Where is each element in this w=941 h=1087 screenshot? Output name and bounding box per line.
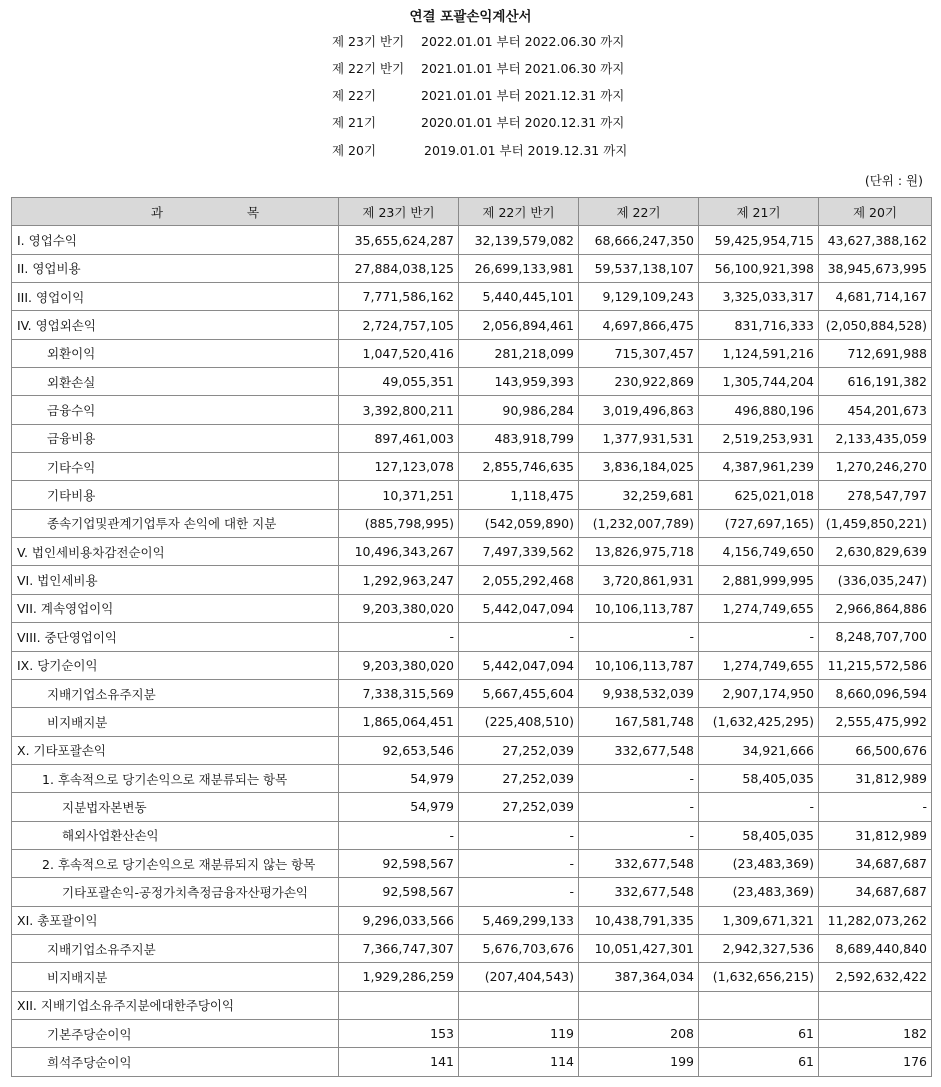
table-row (12, 991, 932, 1019)
row-value: 1,292,963,247 (339, 566, 459, 594)
statement-title: 연결 포괄손익계산서 (409, 9, 532, 25)
row-value: 2,630,829,639 (819, 538, 932, 566)
row-label: IX. 당기순이익 (12, 651, 339, 679)
row-value: 1,305,744,204 (699, 368, 819, 396)
row-value: 38,945,673,995 (819, 254, 932, 282)
row-value: 9,203,380,020 (339, 651, 459, 679)
row-value: 13,826,975,718 (579, 538, 699, 566)
row-value: 3,325,033,317 (699, 283, 819, 311)
table-row (12, 934, 932, 962)
table-row (12, 509, 932, 537)
row-value: - (579, 793, 699, 821)
row-value: - (459, 821, 579, 849)
row-value: 2,056,894,461 (459, 311, 579, 339)
row-value: 715,307,457 (579, 339, 699, 367)
row-value: 3,019,496,863 (579, 396, 699, 424)
row-value: 31,812,989 (819, 821, 932, 849)
row-value: - (339, 821, 459, 849)
row-value: 1,865,064,451 (339, 708, 459, 736)
row-label: 비지배지분 (12, 963, 339, 991)
row-label: VII. 계속영업이익 (12, 594, 339, 622)
row-value: 4,387,961,239 (699, 453, 819, 481)
row-label: 금융비용 (12, 424, 339, 452)
row-value: 34,687,687 (819, 878, 932, 906)
row-label: 지배기업소유주지분 (12, 934, 339, 962)
row-value: (1,632,425,295) (699, 708, 819, 736)
row-value: 3,836,184,025 (579, 453, 699, 481)
row-value: 119 (459, 1019, 579, 1047)
row-label: 희석주당순이익 (12, 1048, 339, 1076)
row-value: 66,500,676 (819, 736, 932, 764)
row-value: 3,720,861,931 (579, 566, 699, 594)
row-value: 1,274,749,655 (699, 651, 819, 679)
row-value: 831,716,333 (699, 311, 819, 339)
row-value: 31,812,989 (819, 764, 932, 792)
row-value: 35,655,624,287 (339, 226, 459, 254)
row-value: 5,676,703,676 (459, 934, 579, 962)
row-value: 8,689,440,840 (819, 934, 932, 962)
table-row (12, 821, 932, 849)
row-value: 9,203,380,020 (339, 594, 459, 622)
row-value: 26,699,133,981 (459, 254, 579, 282)
row-value: 897,461,003 (339, 424, 459, 452)
row-value: 2,592,632,422 (819, 963, 932, 991)
table-row (12, 906, 932, 934)
row-value: 54,979 (339, 764, 459, 792)
row-value: 496,880,196 (699, 396, 819, 424)
table-row (12, 538, 932, 566)
unit-label: (단위 : 원) (864, 173, 923, 188)
row-label: 해외사업환산손익 (12, 821, 339, 849)
row-value: 27,884,038,125 (339, 254, 459, 282)
row-value: 43,627,388,162 (819, 226, 932, 254)
row-value: 1,047,520,416 (339, 339, 459, 367)
table-row (12, 1019, 932, 1047)
row-value: 32,259,681 (579, 481, 699, 509)
row-value (339, 991, 459, 1019)
row-value: 2,855,746,635 (459, 453, 579, 481)
row-value: 230,922,869 (579, 368, 699, 396)
header-item-left: 과 (150, 204, 163, 220)
row-value: 2,907,174,950 (699, 679, 819, 707)
row-value: 153 (339, 1019, 459, 1047)
row-value: 1,124,591,216 (699, 339, 819, 367)
row-value: 7,497,339,562 (459, 538, 579, 566)
row-value: (542,059,890) (459, 509, 579, 537)
row-value: (885,798,995) (339, 509, 459, 537)
row-label: 금융수익 (12, 396, 339, 424)
header-col: 제 20기 (819, 198, 932, 226)
row-value: (1,232,007,789) (579, 509, 699, 537)
row-value: 59,537,138,107 (579, 254, 699, 282)
table-row (12, 368, 932, 396)
row-value: 2,555,475,992 (819, 708, 932, 736)
row-value: (1,459,850,221) (819, 509, 932, 537)
row-value: (23,483,369) (699, 878, 819, 906)
table-row (12, 764, 932, 792)
row-value: 2,881,999,995 (699, 566, 819, 594)
row-label: 기타수익 (12, 453, 339, 481)
row-label: 지배기업소유주지분 (12, 679, 339, 707)
table-row (12, 283, 932, 311)
row-value: - (459, 623, 579, 651)
row-value: 32,139,579,082 (459, 226, 579, 254)
period-range: 2021.01.01 부터 2021.12.31 까지 (421, 88, 625, 103)
row-value: 7,366,747,307 (339, 934, 459, 962)
row-value (819, 991, 932, 1019)
row-value: (1,632,656,215) (699, 963, 819, 991)
table-row (12, 311, 932, 339)
row-label: 2. 후속적으로 당기손익으로 재분류되지 않는 항목 (12, 849, 339, 877)
row-value: 9,938,532,039 (579, 679, 699, 707)
row-label: 외환이익 (12, 339, 339, 367)
header-item (12, 198, 339, 226)
table-row (12, 963, 932, 991)
period-range: 2020.01.01 부터 2020.12.31 까지 (421, 115, 625, 130)
row-value: 278,547,797 (819, 481, 932, 509)
row-value: - (699, 623, 819, 651)
row-label: 기타비용 (12, 481, 339, 509)
row-value: 5,440,445,101 (459, 283, 579, 311)
row-value: 54,979 (339, 793, 459, 821)
row-value: 92,653,546 (339, 736, 459, 764)
row-value: 3,392,800,211 (339, 396, 459, 424)
header-col: 제 23기 반기 (339, 198, 459, 226)
table-row (12, 849, 932, 877)
row-value: - (819, 793, 932, 821)
row-value: 5,442,047,094 (459, 594, 579, 622)
row-value: 2,724,757,105 (339, 311, 459, 339)
row-value: 332,677,548 (579, 878, 699, 906)
row-value: 712,691,988 (819, 339, 932, 367)
period-range: 2021.01.01 부터 2021.06.30 까지 (421, 61, 625, 76)
row-value (699, 991, 819, 1019)
table-row (12, 339, 932, 367)
row-label: IV. 영업외손익 (12, 311, 339, 339)
row-value: 2,519,253,931 (699, 424, 819, 452)
row-value: 90,986,284 (459, 396, 579, 424)
row-label: XI. 총포괄이익 (12, 906, 339, 934)
row-label: II. 영업비용 (12, 254, 339, 282)
row-value: - (579, 821, 699, 849)
row-value: 9,129,109,243 (579, 283, 699, 311)
row-label: 기본주당순이익 (12, 1019, 339, 1047)
row-value: 7,338,315,569 (339, 679, 459, 707)
row-value: 68,666,247,350 (579, 226, 699, 254)
row-value: 114 (459, 1048, 579, 1076)
row-value: 10,106,113,787 (579, 651, 699, 679)
row-value: 11,282,073,262 (819, 906, 932, 934)
table-row (12, 793, 932, 821)
row-value: 34,921,666 (699, 736, 819, 764)
period-label: 제 22기 반기 (332, 61, 405, 76)
row-value: (225,408,510) (459, 708, 579, 736)
row-value: 141 (339, 1048, 459, 1076)
row-label: V. 법인세비용차감전순이익 (12, 538, 339, 566)
row-value: 616,191,382 (819, 368, 932, 396)
table-row (12, 254, 932, 282)
row-value: 10,438,791,335 (579, 906, 699, 934)
table-row (12, 679, 932, 707)
row-value: 8,660,096,594 (819, 679, 932, 707)
row-value: 58,405,035 (699, 764, 819, 792)
row-value: 182 (819, 1019, 932, 1047)
row-value: 92,598,567 (339, 878, 459, 906)
row-value: 7,771,586,162 (339, 283, 459, 311)
table-row (12, 651, 932, 679)
row-value: 11,215,572,586 (819, 651, 932, 679)
table-row (12, 226, 932, 254)
period-label: 제 22기 (332, 88, 377, 103)
row-value: 1,274,749,655 (699, 594, 819, 622)
row-value: 2,055,292,468 (459, 566, 579, 594)
row-value: 27,252,039 (459, 793, 579, 821)
row-value: 4,681,714,167 (819, 283, 932, 311)
row-value: 1,377,931,531 (579, 424, 699, 452)
row-value: - (579, 764, 699, 792)
row-value: 332,677,548 (579, 736, 699, 764)
row-value: 34,687,687 (819, 849, 932, 877)
row-value: 92,598,567 (339, 849, 459, 877)
row-label: 외환손실 (12, 368, 339, 396)
row-value: 27,252,039 (459, 736, 579, 764)
table-header-row (12, 198, 932, 226)
table-row (12, 453, 932, 481)
row-label: VIII. 중단영업이익 (12, 623, 339, 651)
table-row (12, 708, 932, 736)
row-value: (727,697,165) (699, 509, 819, 537)
row-value: 27,252,039 (459, 764, 579, 792)
row-value: 1,118,475 (459, 481, 579, 509)
table-row (12, 1048, 932, 1076)
header-col: 제 22기 반기 (459, 198, 579, 226)
row-label: 종속기업및관계기업투자 손익에 대한 지분 (12, 509, 339, 537)
table-row (12, 396, 932, 424)
income-statement-table (11, 197, 932, 1077)
table-row (12, 878, 932, 906)
row-value: (336,035,247) (819, 566, 932, 594)
row-value: 5,667,455,604 (459, 679, 579, 707)
row-value: - (459, 878, 579, 906)
row-value: 2,942,327,536 (699, 934, 819, 962)
header-item-right: 목 (246, 204, 260, 220)
row-value: 2,133,435,059 (819, 424, 932, 452)
row-label: XII. 지배기업소유주지분에대한주당이익 (12, 991, 339, 1019)
row-value: - (699, 793, 819, 821)
period-label: 제 20기 (332, 143, 377, 158)
table-row (12, 623, 932, 651)
row-value: 59,425,954,715 (699, 226, 819, 254)
period-label: 제 21기 (332, 115, 377, 130)
row-value: 127,123,078 (339, 453, 459, 481)
row-value: 208 (579, 1019, 699, 1047)
row-label: 지분법자본변동 (12, 793, 339, 821)
row-value (579, 991, 699, 1019)
row-value: 5,469,299,133 (459, 906, 579, 934)
row-value: 61 (699, 1048, 819, 1076)
row-value: 49,055,351 (339, 368, 459, 396)
row-value: 56,100,921,398 (699, 254, 819, 282)
row-value: 10,496,343,267 (339, 538, 459, 566)
row-label: I. 영업수익 (12, 226, 339, 254)
row-value: 61 (699, 1019, 819, 1047)
row-value: 10,371,251 (339, 481, 459, 509)
row-value: 10,106,113,787 (579, 594, 699, 622)
row-value: 9,296,033,566 (339, 906, 459, 934)
header-col: 제 21기 (699, 198, 819, 226)
row-value: 176 (819, 1048, 932, 1076)
row-value: - (459, 849, 579, 877)
period-range: 2022.01.01 부터 2022.06.30 까지 (421, 34, 625, 49)
row-value: (207,404,543) (459, 963, 579, 991)
row-value: 10,051,427,301 (579, 934, 699, 962)
row-value: 387,364,034 (579, 963, 699, 991)
row-value: 5,442,047,094 (459, 651, 579, 679)
row-value: (2,050,884,528) (819, 311, 932, 339)
row-value: 4,697,866,475 (579, 311, 699, 339)
row-label: 기타포괄손익-공정가치측정금융자산평가손익 (12, 878, 339, 906)
row-label: X. 기타포괄손익 (12, 736, 339, 764)
row-value: 1,309,671,321 (699, 906, 819, 934)
row-value: - (579, 623, 699, 651)
row-value: 1,929,286,259 (339, 963, 459, 991)
table-row (12, 736, 932, 764)
row-value: (23,483,369) (699, 849, 819, 877)
row-value: 4,156,749,650 (699, 538, 819, 566)
row-value (459, 991, 579, 1019)
row-value: 2,966,864,886 (819, 594, 932, 622)
table-row (12, 424, 932, 452)
row-value: 625,021,018 (699, 481, 819, 509)
row-value: 483,918,799 (459, 424, 579, 452)
row-value: 8,248,707,700 (819, 623, 932, 651)
table-row (12, 594, 932, 622)
row-value: 1,270,246,270 (819, 453, 932, 481)
table-row (12, 481, 932, 509)
row-value: - (339, 623, 459, 651)
row-value: 454,201,673 (819, 396, 932, 424)
row-label: III. 영업이익 (12, 283, 339, 311)
row-value: 167,581,748 (579, 708, 699, 736)
period-label: 제 23기 반기 (332, 34, 405, 49)
table-row (12, 566, 932, 594)
row-label: 비지배지분 (12, 708, 339, 736)
row-label: 1. 후속적으로 당기손익으로 재분류되는 항목 (12, 764, 339, 792)
row-value: 58,405,035 (699, 821, 819, 849)
row-value: 281,218,099 (459, 339, 579, 367)
row-value: 332,677,548 (579, 849, 699, 877)
row-value: 143,959,393 (459, 368, 579, 396)
row-label: VI. 법인세비용 (12, 566, 339, 594)
header-col: 제 22기 (579, 198, 699, 226)
period-range: 2019.01.01 부터 2019.12.31 까지 (424, 143, 628, 158)
row-value: 199 (579, 1048, 699, 1076)
